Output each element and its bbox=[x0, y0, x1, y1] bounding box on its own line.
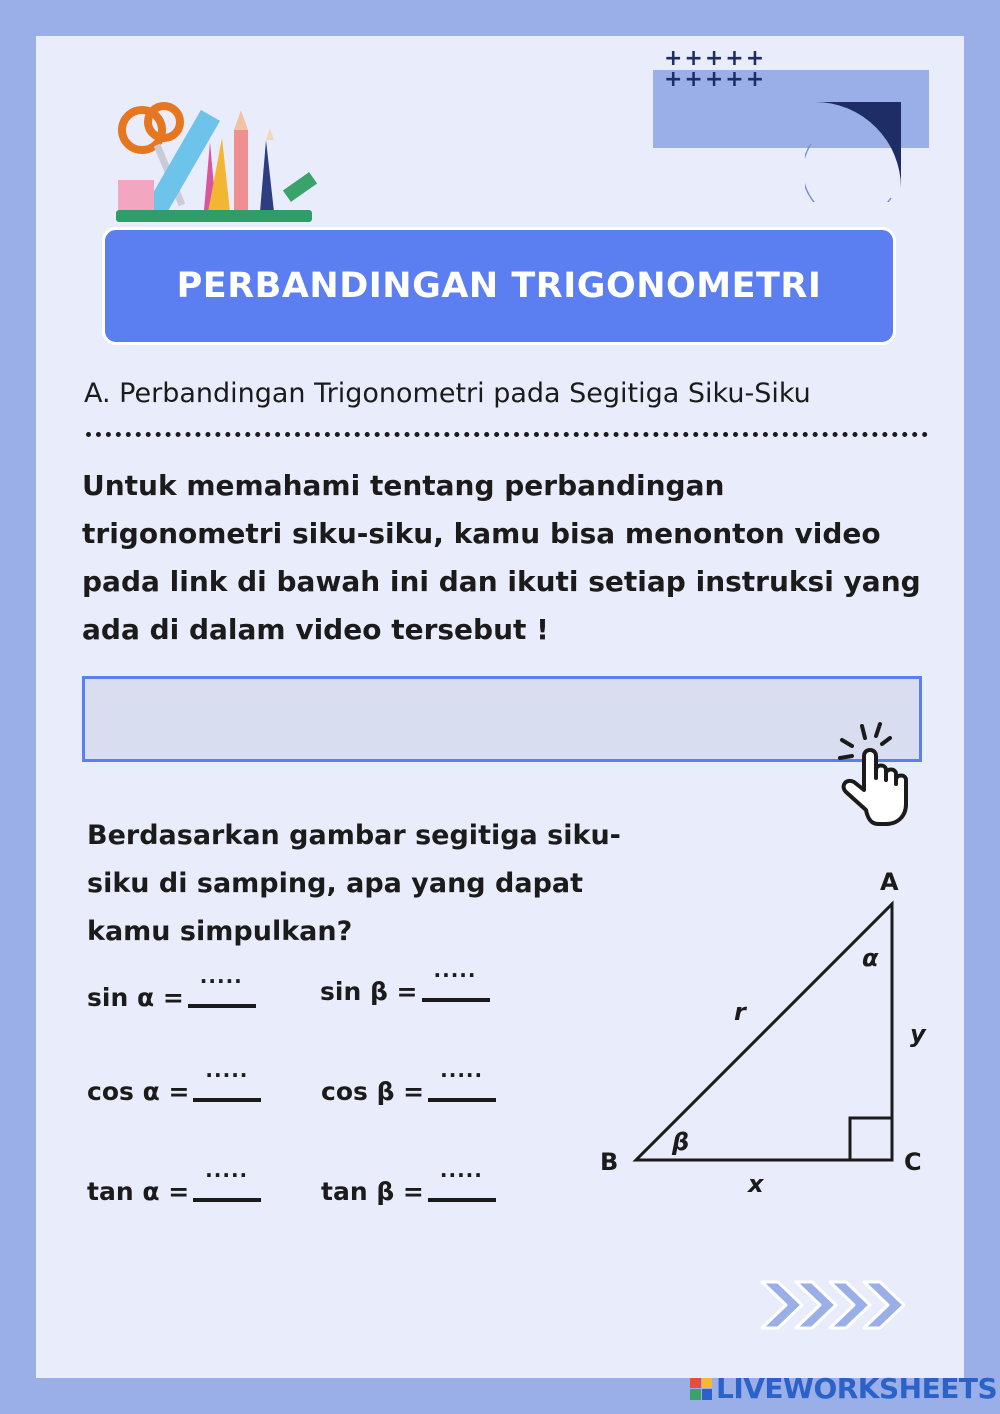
formula-sin-beta bbox=[320, 958, 490, 1006]
video-link-box[interactable] bbox=[82, 676, 922, 762]
vertex-b-label: B bbox=[600, 1148, 619, 1176]
formula-tan-beta bbox=[321, 1158, 496, 1206]
fraction-bar bbox=[428, 1198, 496, 1202]
formula-label: tan β = bbox=[321, 1177, 424, 1206]
fraction-bar bbox=[193, 1198, 261, 1202]
vertex-c-label: C bbox=[904, 1148, 922, 1176]
title-banner bbox=[102, 227, 896, 345]
formula-cos-beta bbox=[321, 1058, 496, 1106]
numerator-blank: ..... bbox=[205, 1158, 249, 1182]
fraction-bar bbox=[428, 1098, 496, 1102]
stationery-icon bbox=[112, 100, 324, 225]
chevrons-icon bbox=[758, 1276, 910, 1334]
side-y-label: y bbox=[910, 1020, 926, 1048]
right-angle-marker bbox=[850, 1118, 892, 1160]
answer-blank[interactable] bbox=[193, 1158, 261, 1206]
section-heading: A. Perbandingan Trigonometri pada Segitiga Siku-Siku bbox=[84, 378, 811, 409]
fraction-bar bbox=[188, 1004, 256, 1008]
plus-row: +++++ bbox=[664, 46, 767, 71]
side-r-label: r bbox=[734, 998, 746, 1026]
numerator-blank: ..... bbox=[433, 958, 477, 982]
side-x-label: x bbox=[748, 1170, 764, 1198]
angle-alpha-label: α bbox=[862, 944, 879, 972]
formula-label: sin α = bbox=[87, 983, 184, 1012]
page-title: PERBANDINGAN TRIGONOMETRI bbox=[176, 266, 822, 306]
fraction-bar bbox=[422, 998, 490, 1002]
plus-row: +++++ bbox=[664, 67, 767, 92]
formula-sin-alpha bbox=[87, 964, 256, 1012]
numerator-blank: ..... bbox=[205, 1058, 249, 1082]
formula-label: tan α = bbox=[87, 1177, 190, 1206]
intro-paragraph: Untuk memahami tentang perbandingan trigonometri siku-siku, kamu bisa menonton video pada link di bawah ini dan ikuti setiap instruksi yang ada di dalam video tersebut ! bbox=[82, 469, 921, 646]
answer-blank[interactable] bbox=[428, 1158, 496, 1206]
numerator-blank: ..... bbox=[199, 964, 243, 988]
answer-blank[interactable] bbox=[193, 1058, 261, 1106]
numerator-blank: ..... bbox=[439, 1158, 483, 1182]
liveworksheets-brand bbox=[690, 1372, 997, 1405]
corner-quarter-circle-icon bbox=[805, 98, 905, 202]
angle-beta-label: β bbox=[672, 1128, 690, 1156]
liveworksheets-logo-icon bbox=[690, 1378, 712, 1400]
plus-pattern bbox=[664, 48, 768, 92]
answer-blank[interactable] bbox=[428, 1058, 496, 1106]
answer-blank[interactable] bbox=[422, 958, 490, 1006]
formula-tan-alpha bbox=[87, 1158, 261, 1206]
fraction-bar bbox=[193, 1098, 261, 1102]
numerator-blank: ..... bbox=[440, 1058, 484, 1082]
right-triangle-diagram bbox=[590, 860, 950, 1210]
formula-label: sin β = bbox=[320, 977, 418, 1006]
formula-cos-alpha bbox=[87, 1058, 261, 1106]
pointer-hand-icon bbox=[832, 718, 916, 832]
vertex-a-label: A bbox=[880, 868, 899, 896]
brand-name: LIVEWORKSHEETS bbox=[716, 1372, 998, 1405]
formula-label: cos α = bbox=[87, 1077, 190, 1106]
formula-label: cos β = bbox=[321, 1077, 425, 1106]
dotted-divider bbox=[86, 432, 928, 437]
question-text: Berdasarkan gambar segitiga siku-siku di samping, apa yang dapat kamu simpulkan? bbox=[87, 820, 621, 947]
triangle-shape bbox=[636, 904, 892, 1160]
answer-blank[interactable] bbox=[188, 964, 256, 1012]
